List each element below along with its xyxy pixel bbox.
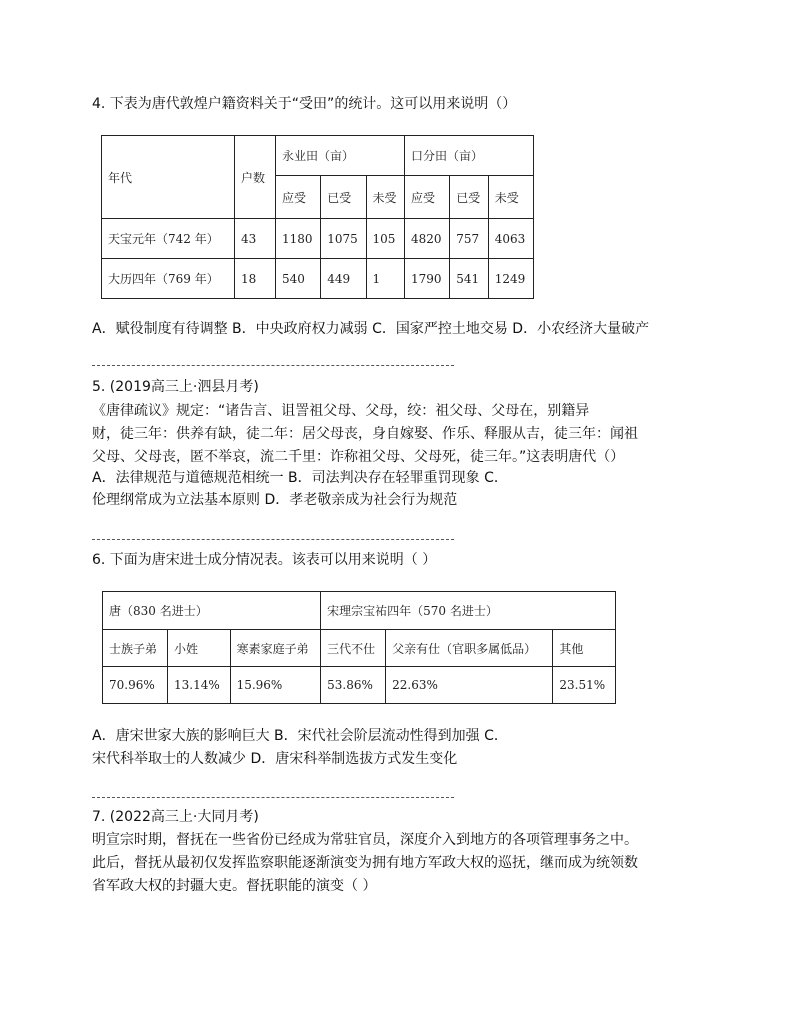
table-cell: 18 bbox=[235, 259, 276, 299]
q4-stem: 4. 下表为唐代敦煌户籍资料关于“受田”的统计。这可以用来说明（） bbox=[92, 96, 517, 112]
q4-sub-header: 已受 bbox=[450, 176, 488, 219]
separator bbox=[92, 797, 454, 798]
q4-sub-header: 应受 bbox=[404, 176, 449, 219]
table-cell: 449 bbox=[321, 259, 366, 299]
q6-sub-header: 士族子弟 bbox=[103, 630, 168, 667]
q6-stem: 6. 下面为唐宋进士成分情况表。该表可以用来说明（ ） bbox=[92, 552, 437, 568]
table-cell: 15.96% bbox=[230, 667, 321, 704]
table-cell: 1 bbox=[366, 259, 404, 299]
q4-header-koufen: 口分田（亩） bbox=[404, 136, 533, 176]
q7-line: 省军政大权的封疆大吏。督抚职能的演变（ ） bbox=[92, 878, 377, 894]
q5-line: 伦理纲常成为立法基本原则 D．孝老敬亲成为社会行为规范 bbox=[92, 492, 458, 508]
q5-line: 财，徒三年：供养有缺，徒二年：居父母丧，身自嫁娶、作乐、释服从吉，徒三年：闻祖 bbox=[92, 426, 638, 442]
q7-line: 明宣宗时期，督抚在一些省份已经成为常驻官员，深度介入到地方的各项管理事务之中。 bbox=[92, 832, 638, 848]
q6-header-tang: 唐（830 名进士） bbox=[103, 592, 321, 630]
table-cell: 1249 bbox=[488, 259, 533, 299]
table-cell: 1075 bbox=[321, 219, 366, 259]
q4-table bbox=[101, 135, 534, 299]
table-cell: 53.86% bbox=[321, 667, 386, 704]
table-row bbox=[102, 219, 534, 259]
q6-sub-header: 其他 bbox=[553, 630, 616, 667]
table-cell: 天宝元年（742 年） bbox=[102, 219, 235, 259]
q6-sub-header: 三代不仕 bbox=[321, 630, 386, 667]
q5-heading: 5. (2019高三上·泗县月考) bbox=[92, 379, 259, 395]
q6-header-song: 宋理宗宝祐四年（570 名进士） bbox=[321, 592, 616, 630]
separator bbox=[92, 365, 454, 366]
table-cell: 4820 bbox=[404, 219, 449, 259]
q6-sub-header: 寒素家庭子弟 bbox=[230, 630, 321, 667]
q7-heading: 7. (2022高三上·大同月考) bbox=[92, 809, 259, 825]
q4-header-households: 户数 bbox=[235, 136, 276, 219]
q4-sub-header: 应受 bbox=[276, 176, 321, 219]
table-row bbox=[102, 259, 534, 299]
table-cell: 540 bbox=[276, 259, 321, 299]
q6-sub-header: 小姓 bbox=[167, 630, 230, 667]
q6-table bbox=[102, 591, 616, 704]
q4-sub-header: 已受 bbox=[321, 176, 366, 219]
q6-options: A．唐宋世家大族的影响巨大 B．宋代社会阶层流动性得到加强 C． bbox=[92, 728, 508, 744]
table-cell: 1790 bbox=[404, 259, 449, 299]
table-cell: 43 bbox=[235, 219, 276, 259]
q5-line: A．法律规范与道德规范相统一 B．司法判决存在轻罪重罚现象 C． bbox=[92, 470, 508, 486]
table-cell: 22.63% bbox=[386, 667, 553, 704]
q4-sub-header: 未受 bbox=[366, 176, 404, 219]
table-row bbox=[103, 667, 616, 704]
table-cell: 70.96% bbox=[103, 667, 168, 704]
q5-line: 父母、父母丧，匿不举哀，流二千里：诈称祖父母、父母死，徒三年。”这表明唐代（） bbox=[92, 449, 625, 465]
table-cell: 541 bbox=[450, 259, 488, 299]
table-cell: 4063 bbox=[488, 219, 533, 259]
table-cell: 13.14% bbox=[167, 667, 230, 704]
q4-header-yongye: 永业田（亩） bbox=[276, 136, 405, 176]
q4-header-year: 年代 bbox=[102, 136, 235, 219]
q4-options: A．赋役制度有待调整 B．中央政府权力减弱 C．国家严控土地交易 D．小农经济大量破产 bbox=[92, 321, 650, 337]
table-cell: 大历四年（769 年） bbox=[102, 259, 235, 299]
table-cell: 105 bbox=[366, 219, 404, 259]
table-cell: 1180 bbox=[276, 219, 321, 259]
table-cell: 23.51% bbox=[553, 667, 616, 704]
separator bbox=[92, 539, 454, 540]
q7-line: 此后，督抚从最初仅发挥监察职能逐渐演变为拥有地方军政大权的巡抚，继而成为统领数 bbox=[92, 855, 638, 871]
q6-sub-header: 父亲有仕（官职多属低品） bbox=[386, 630, 553, 667]
table-cell: 757 bbox=[450, 219, 488, 259]
q6-options: 宋代科举取士的人数减少 D．唐宋科举制选拔方式发生变化 bbox=[92, 751, 458, 767]
q5-line: 《唐律疏议》规定：“诸告言、诅詈祖父母、父母，绞：祖父母、父母在，别籍异 bbox=[92, 403, 590, 419]
q4-sub-header: 未受 bbox=[488, 176, 533, 219]
